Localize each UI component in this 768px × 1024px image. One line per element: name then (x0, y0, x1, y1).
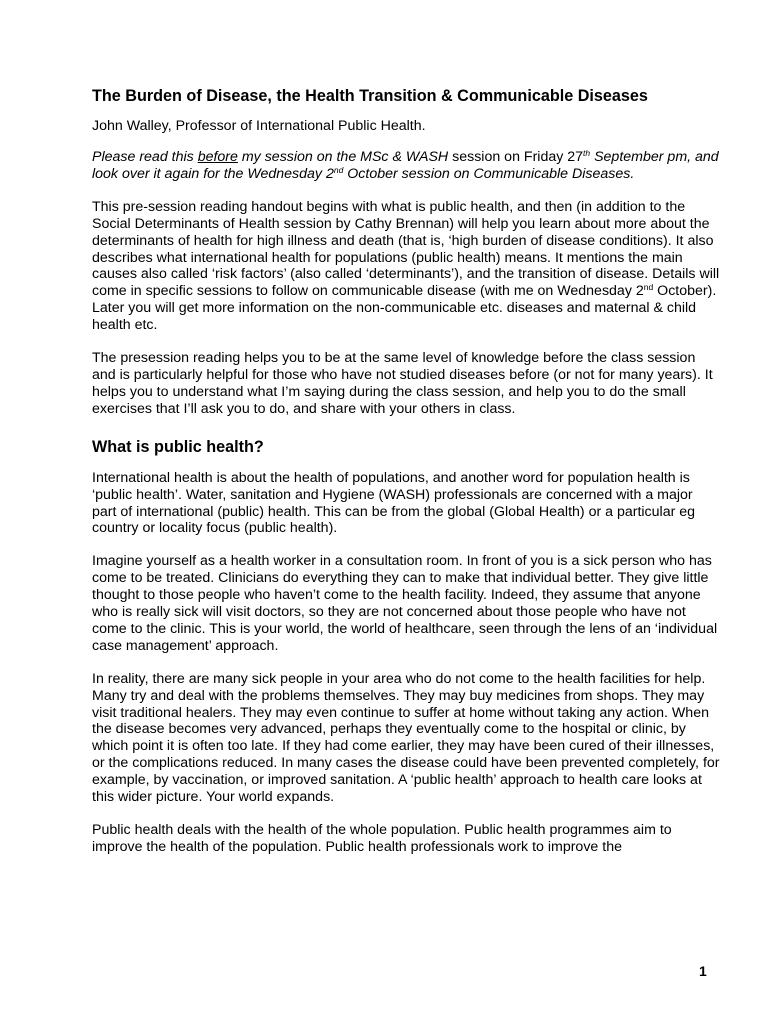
section-paragraph: International health is about the health of populations, and another word for population health is ‘public health’. Water, sanitation and Hygiene (WASH) professionals are concerned with a major part of international (public) health. This can be from the global (Global Health) or a particular eg country or locality focus (public health). (92, 469, 696, 537)
notice-text-2: my session on the MSc & WASH (237, 149, 449, 165)
notice-superscript-2: nd (333, 164, 344, 175)
page-number: 1 (699, 963, 707, 979)
intro-paragraph-2: The presession reading helps you to be at the same level of knowledge before the class session and is particularly helpful for those who have not studied diseases before (or not for many years). It helps you to understand what I’m saying during the class session, and help you to do the small exercises that I’ll ask you to do, and share with your others in class. (92, 350, 713, 417)
notice-superscript-1: th (583, 148, 591, 158)
notice-text-3: session on Friday 27 (448, 149, 584, 165)
intro-paragraph-1-text: This pre-session reading handout begins with what is public health, and then (in addition to the Social Determinants of Health session by Cathy Brennan) will help you learn about more about the determinants of health for high illness and death (that is, ‘high burden of disease conditions). It also describes what international health for populations (public health) means. It mentions the main causes also called ‘risk factors’ (also called ‘determinants’), and the transition of disease. Details will come in specific sessions to follow on communicable disease (with me on Wednesday 2 (92, 198, 720, 300)
intro-paragraph-1-text-end: October). Later you will get more information on the non-communicable etc. diseases and maternal & child health etc. (92, 283, 717, 334)
intro-paragraph-1 (92, 199, 720, 334)
intro-paragraph-1-superscript: nd (643, 282, 654, 293)
section-paragraph: Public health deals with the health of the whole population. Public health programmes aim to improve the health of the population. Public health professionals work to improve the (92, 822, 672, 855)
section-paragraph: In reality, there are many sick people in your area who do not come to the health facilities for help. Many try and deal with the problems themselves. They may buy medicines from shops. They may visit traditional healers. They may even continue to suffer at home without taking any action. When the disease becomes very advanced, perhaps they eventually come to the hospital or clinic, by which point it is often too late. If they had come earlier, they may have been cured of their illnesses, or the complications reduced. In many cases the disease could have been prevented completely, for example, by vaccination, or improved sanitation. A ‘public health’ approach to health care looks at this wider picture. Your world expands. (92, 670, 720, 806)
reading-notice (92, 149, 720, 183)
author-line: John Walley, Professor of International Public Health. (92, 118, 426, 134)
notice-text-5: October session on Communicable Diseases. (343, 165, 635, 182)
notice-text-1: Please read this (92, 149, 198, 165)
document-title: The Burden of Disease, the Health Transition & Communicable Diseases (92, 87, 648, 105)
notice-underlined-word: before (197, 149, 238, 165)
document-body (92, 86, 720, 872)
section-paragraph: Imagine yourself as a health worker in a consultation room. In front of you is a sick person who has come to be treated. Clinicians do everything they can to make that individual better. They give little thought to those people who haven’t come to the health facility. Indeed, they assume that anyone who is really sick will visit doctors, so they are not concerned about those people who have not come to the clinic. This is your world, the world of healthcare, seen through the lens of an ‘individual case management’ approach. (92, 553, 718, 654)
notice-text-4: September pm, and look over it again for the Wednesday 2 (92, 149, 719, 182)
section-heading: What is public health? (92, 437, 264, 456)
